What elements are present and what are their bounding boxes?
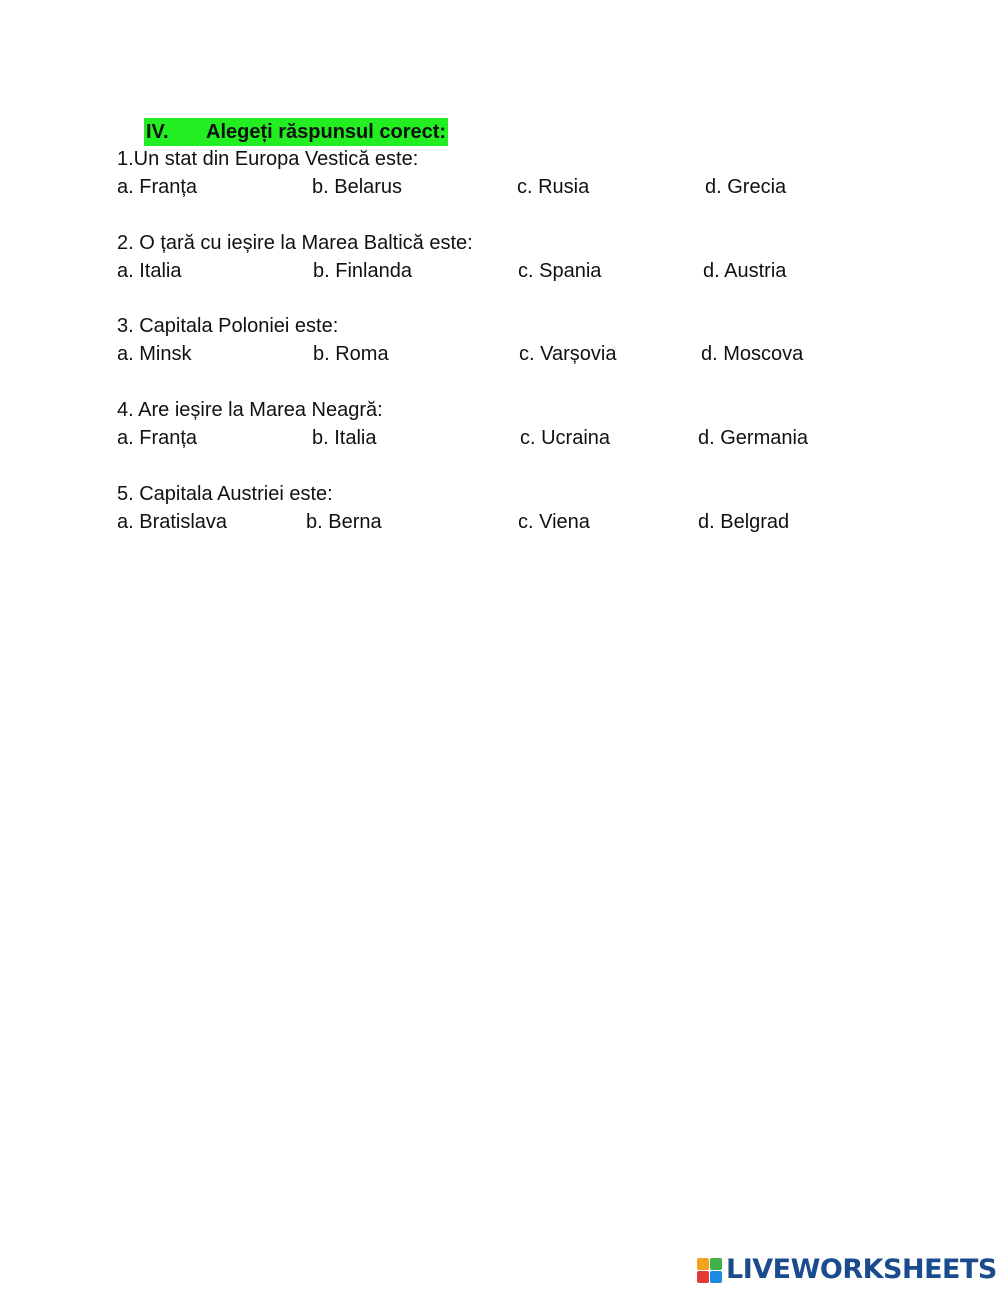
logo-mark-square [710, 1258, 722, 1270]
option-a[interactable]: a. Minsk [117, 343, 192, 365]
logo-mark-square [697, 1271, 709, 1283]
option-d[interactable]: d. Grecia [705, 176, 787, 198]
question-2 [117, 230, 937, 290]
logo-mark-square [710, 1271, 722, 1283]
option-c[interactable]: c. Viena [518, 511, 590, 533]
liveworksheets-logo [697, 1252, 997, 1288]
option-b[interactable]: b. Berna [306, 511, 382, 533]
option-a[interactable]: a. Franța [117, 176, 198, 198]
option-a[interactable]: a. Franța [117, 427, 198, 449]
question-text: 5. Capitala Austriei este: [117, 483, 333, 505]
option-d[interactable]: d. Austria [703, 260, 787, 282]
option-d[interactable]: d. Belgrad [698, 511, 790, 533]
option-c[interactable]: c. Ucraina [520, 427, 611, 449]
option-c[interactable]: c. Varșovia [519, 343, 617, 365]
question-text: 3. Capitala Poloniei este: [117, 315, 339, 337]
option-a[interactable]: a. Bratislava [117, 511, 228, 533]
option-b[interactable]: b. Belarus [312, 176, 403, 198]
question-3 [117, 313, 937, 373]
question-5 [117, 481, 937, 541]
question-text: 4. Are ieșire la Marea Neagră: [117, 399, 383, 421]
section-title: Alegeți răspunsul corect: [206, 121, 447, 143]
option-a[interactable]: a. Italia [117, 260, 182, 282]
logo-mark-square [697, 1258, 709, 1270]
option-c[interactable]: c. Rusia [517, 176, 590, 198]
logo-mark-icon [697, 1258, 722, 1283]
option-b[interactable]: b. Finlanda [313, 260, 412, 282]
option-d[interactable]: d. Germania [698, 427, 809, 449]
question-1 [117, 146, 937, 206]
option-b[interactable]: b. Italia [312, 427, 377, 449]
question-text: 1.Un stat din Europa Vestică este: [117, 148, 419, 170]
option-b[interactable]: b. Roma [313, 343, 389, 365]
option-c[interactable]: c. Spania [518, 260, 602, 282]
option-d[interactable]: d. Moscova [701, 343, 804, 365]
question-4 [117, 397, 937, 457]
section-heading [144, 118, 448, 146]
logo-text: LIVEWORKSHEETS [726, 1254, 997, 1285]
section-number: IV. [146, 121, 169, 143]
question-text: 2. O țară cu ieșire la Marea Baltică este: [117, 232, 473, 254]
